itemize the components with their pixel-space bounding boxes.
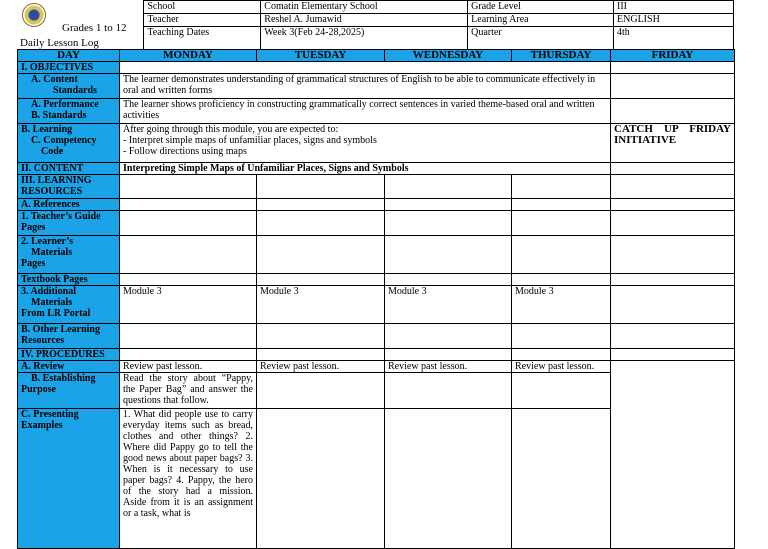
header-table [17, 0, 734, 50]
dll-title: Daily Lesson Log [20, 36, 99, 49]
references-wed [385, 199, 512, 211]
resources-mon [120, 175, 257, 199]
objectives-label: I. OBJECTIVES [18, 62, 120, 74]
objectives-friday [611, 62, 735, 74]
content-standards-label-b: Standards [53, 85, 97, 96]
additional-label-b: Materials [31, 297, 73, 308]
lm-mon [120, 236, 257, 274]
lm-wed [385, 236, 512, 274]
other-label-a: B. Other Learning [21, 324, 100, 335]
module-tue: Module 3 [257, 286, 385, 324]
tg-thu [512, 211, 611, 236]
quarter-label: Quarter [468, 27, 614, 50]
additional-label-a: 3. Additional [21, 286, 77, 297]
textbook-fri [611, 274, 735, 286]
presenting-wed [385, 409, 512, 549]
grade-label: Grade Level [468, 1, 614, 14]
module-fri [611, 286, 735, 324]
purpose-tue [257, 373, 385, 409]
resources-label-b: RESOURCES [21, 186, 83, 197]
lesson-log-table [17, 49, 735, 549]
competency-item-2: - Follow directions using maps [123, 146, 247, 157]
presenting-label [18, 409, 120, 549]
textbook-tue [257, 274, 385, 286]
tg-tue [257, 211, 385, 236]
purpose-label [18, 373, 120, 409]
competency-label-b: C. Competency [31, 135, 97, 146]
tuesday-header: TUESDAY [257, 50, 385, 62]
additional-materials-label [18, 286, 120, 324]
resources-tue [257, 175, 385, 199]
performance-friday [611, 99, 735, 124]
objectives-cell [120, 62, 611, 74]
other-thu [512, 324, 611, 349]
header-logo-cell [17, 1, 144, 50]
textbook-pages-label: Textbook Pages [18, 274, 120, 286]
presenting-tue [257, 409, 385, 549]
dates-label: Teaching Dates [144, 27, 261, 50]
other-wed [385, 324, 512, 349]
review-wed: Review past lesson. [385, 361, 512, 373]
module-mon: Module 3 [120, 286, 257, 324]
monday-header: MONDAY [120, 50, 257, 62]
content-friday [611, 163, 735, 175]
teachers-guide-label [18, 211, 120, 236]
other-fri [611, 324, 735, 349]
module-wed: Module 3 [385, 286, 512, 324]
performance-standards-label [18, 99, 120, 124]
content-label: II. CONTENT [18, 163, 120, 175]
tg-label-a: 1. Teacher’s Guide [21, 211, 101, 222]
presenting-mon: 1. What did people use to carry everyday items such as bread, clothes and other things? 2. Where did Pappy go to tell the good news about paper bags? 3. When is it necessary to use paper bags? 4. Pappy, the hero of the story had a mission. Aside from it is an assignment or a task, what is [120, 409, 257, 549]
competency-label-c: Code [41, 146, 64, 157]
lm-thu [512, 236, 611, 274]
references-tue [257, 199, 385, 211]
references-mon [120, 199, 257, 211]
resources-fri [611, 175, 735, 199]
content-standards-label-a: A. Content [31, 74, 78, 85]
presenting-label-b: Examples [21, 420, 63, 431]
module-thu: Module 3 [512, 286, 611, 324]
resources-wed [385, 175, 512, 199]
procedures-tue [257, 349, 385, 361]
resources-thu [512, 175, 611, 199]
procedures-thu [512, 349, 611, 361]
other-resources-label [18, 324, 120, 349]
performance-standards-text: The learner shows proficiency in constructing grammatically correct sentences in varied theme-based oral and written activities [120, 99, 611, 124]
school-label: School [144, 1, 261, 14]
purpose-mon: Read the story about “Pappy, the Paper Bag” and answer the questions that follow. [120, 373, 257, 409]
review-thu: Review past lesson. [512, 361, 611, 373]
deped-seal-icon [22, 3, 46, 27]
content-standards-friday [611, 74, 735, 99]
lm-label-c: Pages [21, 258, 46, 269]
competency-item-1: - Interpret simple maps of unfamiliar places, signs and symbols [123, 135, 377, 146]
school-value: Comatin Elementary School [261, 1, 468, 14]
competency-label [18, 124, 120, 163]
review-tue: Review past lesson. [257, 361, 385, 373]
textbook-thu [512, 274, 611, 286]
other-label-b: Resources [21, 335, 65, 346]
procedures-mon [120, 349, 257, 361]
content-standards-label [18, 74, 120, 99]
grades-text: Grades 1 to 12 [62, 21, 127, 34]
purpose-label-a: B. Establishing [31, 373, 96, 384]
textbook-wed [385, 274, 512, 286]
other-mon [120, 324, 257, 349]
catch-up-friday-note: CATCH UP FRIDAY INITIATIVE [611, 124, 735, 163]
tg-mon [120, 211, 257, 236]
additional-label-c: From LR Portal [21, 308, 91, 319]
thursday-header: THURSDAY [512, 50, 611, 62]
lm-label-a: 2. Learner’s [21, 236, 74, 247]
procedures-friday-cell [611, 361, 735, 549]
purpose-thu [512, 373, 611, 409]
review-mon: Review past lesson. [120, 361, 257, 373]
performance-label-b: B. Standards [31, 110, 87, 121]
lm-fri [611, 236, 735, 274]
area-value: ENGLISH [614, 14, 734, 27]
dates-value: Week 3(Feb 24-28,2025) [261, 27, 468, 50]
learners-materials-label [18, 236, 120, 274]
presenting-thu [512, 409, 611, 549]
lm-tue [257, 236, 385, 274]
competency-intro: After going through this module, you are expected to: [123, 124, 339, 135]
competency-text [120, 124, 611, 163]
tg-wed [385, 211, 512, 236]
purpose-wed [385, 373, 512, 409]
other-tue [257, 324, 385, 349]
references-thu [512, 199, 611, 211]
lm-label-b: Materials [31, 247, 73, 258]
competency-label-a: B. Learning [21, 124, 73, 135]
performance-label-a: A. Performance [31, 99, 99, 110]
purpose-label-b: Purpose [21, 384, 56, 395]
procedures-label: IV. PROCEDURES [18, 349, 120, 361]
presenting-label-a: C. Presenting [21, 409, 79, 420]
quarter-value: 4th [614, 27, 734, 50]
tg-fri [611, 211, 735, 236]
grade-value: III [614, 1, 734, 14]
friday-header: FRIDAY [611, 50, 735, 62]
content-text: Interpreting Simple Maps of Unfamiliar Places, Signs and Symbols [120, 163, 611, 175]
tg-label-b: Pages [21, 222, 46, 233]
review-label: A. Review [18, 361, 120, 373]
area-label: Learning Area [468, 14, 614, 27]
references-label: A. References [18, 199, 120, 211]
learning-resources-label [18, 175, 120, 199]
day-header: DAY [18, 50, 120, 62]
teacher-value: Reshel A. Jumawid [261, 14, 468, 27]
textbook-mon [120, 274, 257, 286]
references-fri [611, 199, 735, 211]
teacher-label: Teacher [144, 14, 261, 27]
procedures-fri [611, 349, 735, 361]
content-standards-text: The learner demonstrates understanding of grammatical structures of English to be able to communicate effectively in oral and written forms [120, 74, 611, 99]
procedures-wed [385, 349, 512, 361]
resources-label-a: III. LEARNING [21, 175, 92, 186]
wednesday-header: WEDNESDAY [385, 50, 512, 62]
